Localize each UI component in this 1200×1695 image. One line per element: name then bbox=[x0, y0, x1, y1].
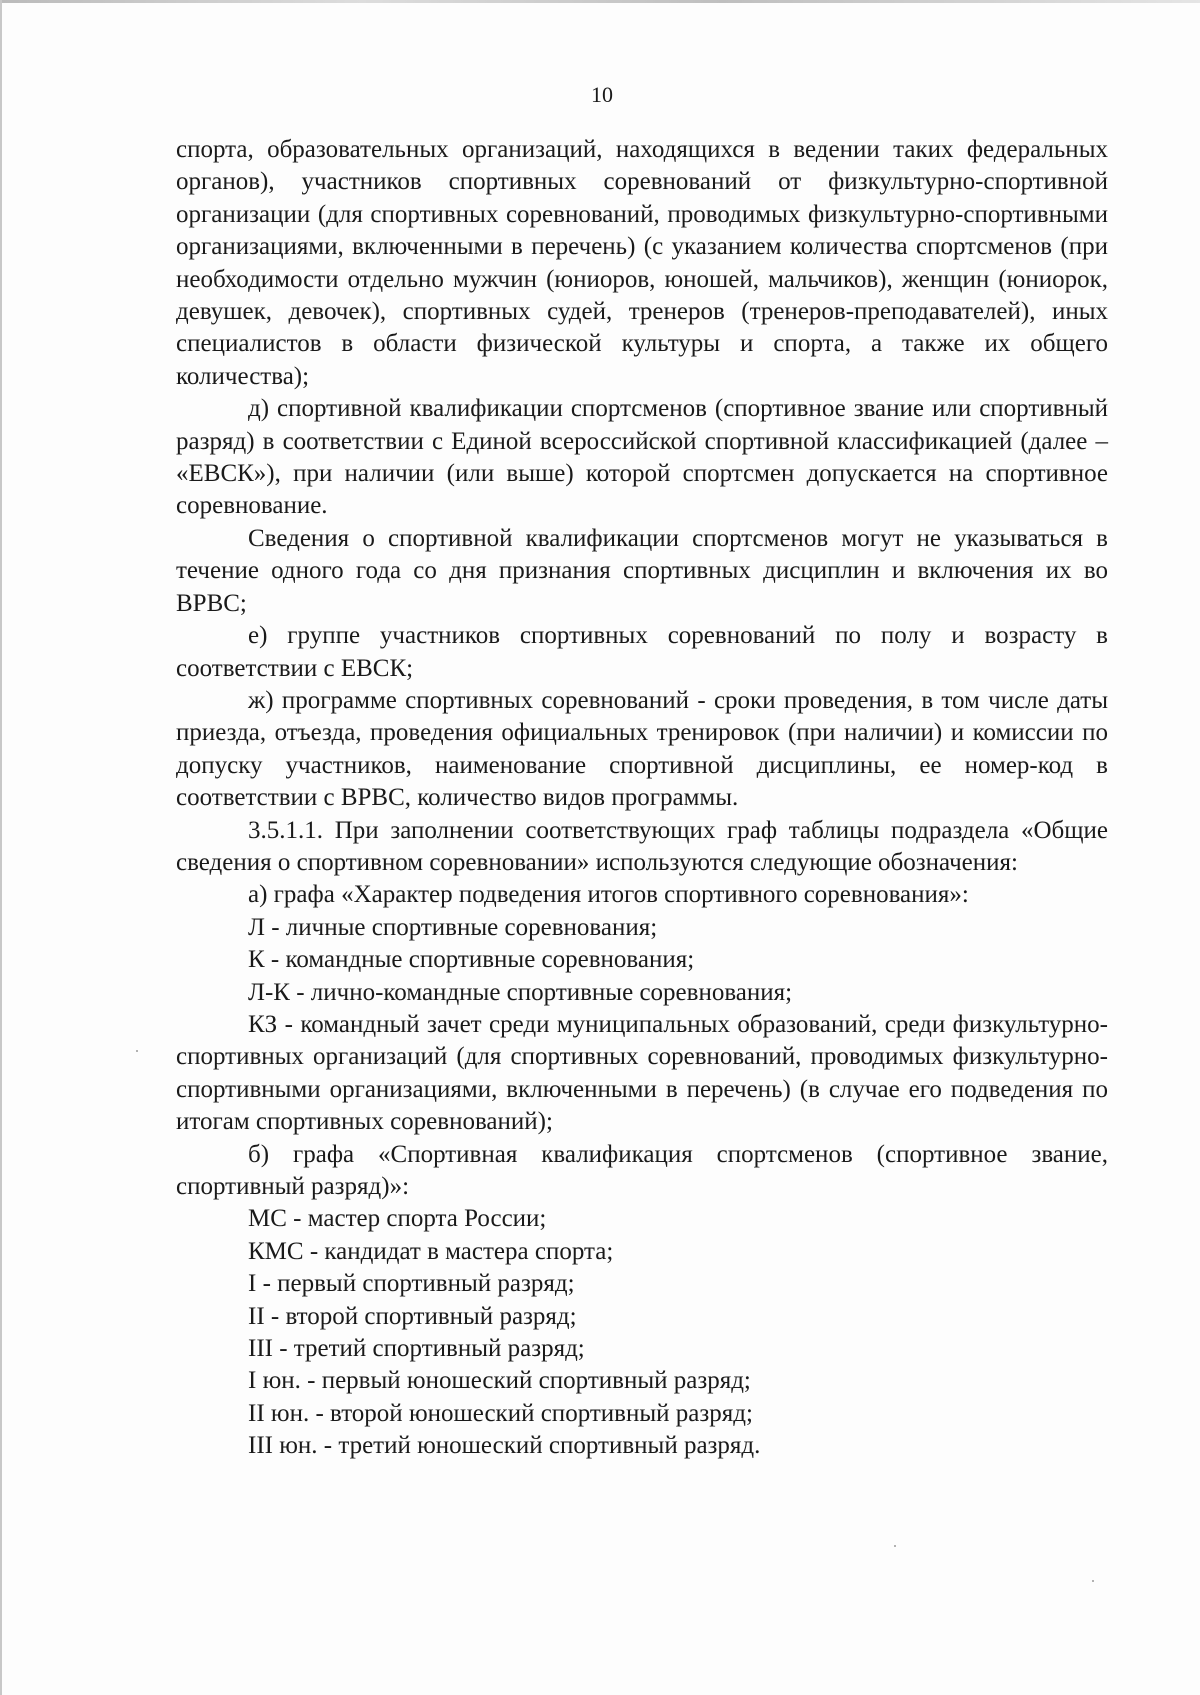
page-number: 10 bbox=[591, 82, 613, 107]
list-heading-a: а) графа «Характер подведения итогов спортивного соревнования»: bbox=[248, 881, 969, 909]
list-item: Л-К - лично-командные спортивные соревнования; bbox=[248, 978, 793, 1006]
paragraph-item-zh: ж) программе спортивных соревнований - сроки проведения, в том числе даты приезда, отъезда, проведения официальных тренировок (при наличии) и комиссии по допуску участников, наименование спортивной дисциплины, ее номер-код в соответствии с ВРВС, количество видов программы. bbox=[176, 686, 1108, 812]
list-item: Л - личные спортивные соревнования; bbox=[248, 913, 658, 941]
list-item: МС - мастер спорта России; bbox=[248, 1205, 547, 1233]
paragraph-item-d: д) спортивной квалификации спортсменов (спортивное звание или спортивный разряд) в соответствии с Единой всероссийской спортивной классификацией (далее – «ЕВСК»), при наличии (или выше) которой спортсмен допускается на спортивное соревнование. bbox=[176, 395, 1108, 520]
list-item: III - третий спортивный разряд; bbox=[248, 1335, 585, 1363]
scan-speck bbox=[1092, 1580, 1094, 1582]
list-heading-b: б) графа «Спортивная квалификация спортсменов (спортивное звание, спортивный разряд)»: bbox=[176, 1140, 1108, 1200]
document-body bbox=[176, 134, 1108, 1463]
paragraph-kz: КЗ - командный зачет среди муниципальных образований, среди физкультурно-спортивных организаций (для спортивных соревнований, проводимых физкультурно-спортивными организациями, включенными в перечень) (в случае его подведения по итогам спортивных соревнований); bbox=[176, 1010, 1108, 1136]
paragraph-qualification-note: Сведения о спортивной квалификации спортсменов могут не указываться в течение одного года со дня признания спортивных дисциплин и включения их во ВРВС; bbox=[176, 524, 1108, 617]
list-item: I юн. - первый юношеский спортивный разряд; bbox=[248, 1367, 751, 1395]
list-item: КМС - кандидат в мастера спорта; bbox=[248, 1237, 614, 1265]
list-item: II юн. - второй юношеский спортивный разряд; bbox=[248, 1399, 753, 1427]
list-item: II - второй спортивный разряд; bbox=[248, 1302, 577, 1330]
paragraph-continuation: спорта, образовательных организаций, находящихся в ведении таких федеральных органов), участников спортивных соревнований от физкультурно-спортивной организации (для спортивных соревнований, проводимых физкультурно-спортивными организациями, включенными в перечень) (с указанием количества спортсменов (при необходимости отдельно мужчин (юниоров, юношей, мальчиков), женщин (юниорок, девушек, девочек), спортивных судей, тренеров (тренеров-преподавателей), иных специалистов в области физической культуры и спорта, а также их общего количества); bbox=[176, 136, 1108, 390]
list-item: I - первый спортивный разряд; bbox=[248, 1270, 575, 1298]
list-item: К - командные спортивные соревнования; bbox=[248, 946, 695, 974]
scan-top-edge bbox=[2, 0, 1200, 3]
paragraph-section-3-5-1-1: 3.5.1.1. При заполнении соответствующих граф таблицы подраздела «Общие сведения о спортивном соревновании» используются следующие обозначения: bbox=[176, 816, 1108, 876]
paragraph-item-e: е) группе участников спортивных соревнований по полу и возрасту в соответствии с ЕВСК; bbox=[176, 622, 1108, 682]
scan-speck bbox=[136, 1050, 138, 1052]
list-item: III юн. - третий юношеский спортивный разряд. bbox=[248, 1432, 761, 1460]
scan-speck bbox=[894, 1545, 896, 1547]
